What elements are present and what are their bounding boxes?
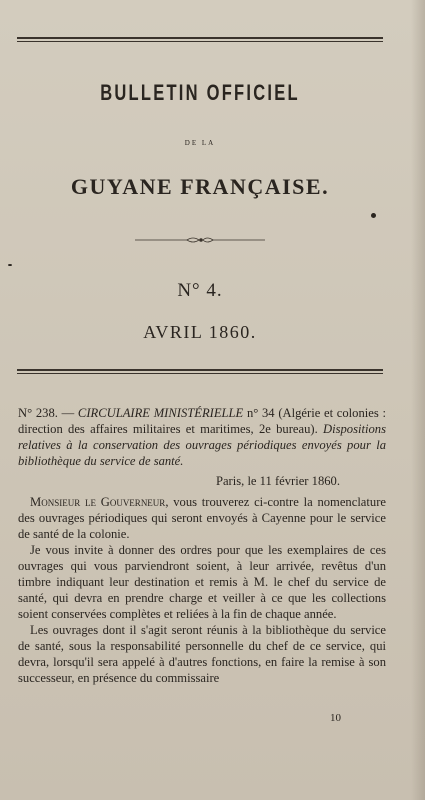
heading-dash: — — [57, 406, 78, 420]
ink-mark — [8, 264, 12, 266]
bulletin-title: BULLETIN OFFICIEL — [100, 80, 300, 105]
paragraph-2: Je vous invite à donner des ordres pour que les exemplaires de ces ouvrages qui vous parviendront soient, à leur arrivée, revêtus d'un timbre indiquant leur destination et remis à M. le chef du service de santé, qui devra en prendre charge et veiller à ce que les collections soient conservées complètes et reliées à la fin de chaque année. — [18, 543, 386, 621]
article-subject: Dispositions relatives à la conservation des ouvrages périodiques envoyés pour la bibliothèque du service de santé. — [18, 422, 386, 468]
title-connector: DE LA — [184, 139, 216, 147]
page-edge-shadow — [411, 0, 425, 800]
dateline: Paris, le 11 février 1860. — [215, 474, 340, 488]
paragraph-1-text: , vous trouverez ci-contre la nomenclature des ouvrages périodiques qui seront envoyés à Cayenne pour le service de santé de la colonie. — [18, 495, 386, 541]
article-body — [18, 405, 386, 686]
colony-title: GUYANE FRANÇAISE. — [70, 174, 330, 199]
top-double-rule — [17, 37, 383, 42]
ink-spot — [371, 213, 376, 218]
article-heading-text: n° 34 (Algérie et colonies : direction des affaires militaires et maritimes, 2e bureau). — [18, 406, 386, 436]
paragraph-3: Les ouvrages dont il s'agit seront réunis à la bibliothèque du service de santé, sous la responsabilité personnelle du chef de ce service, qui devra, lorsqu'il sera appelé à d'autres fonctions, en faire la remise à son successeur, en présence du commissaire — [18, 623, 386, 685]
article-type: CIRCULAIRE MINISTÉRIELLE — [77, 406, 244, 420]
paragraph-1 — [18, 494, 386, 542]
article-heading — [18, 405, 386, 469]
section-double-rule — [17, 369, 383, 374]
page-number: 10 — [330, 712, 341, 724]
ornament-divider — [135, 236, 265, 244]
article-number: N° 238. — [18, 406, 58, 420]
salutation: Monsieur le Gouverneur — [30, 495, 166, 509]
issue-date: AVRIL 1860. — [143, 322, 257, 342]
issue-number: N° 4. — [177, 280, 223, 301]
